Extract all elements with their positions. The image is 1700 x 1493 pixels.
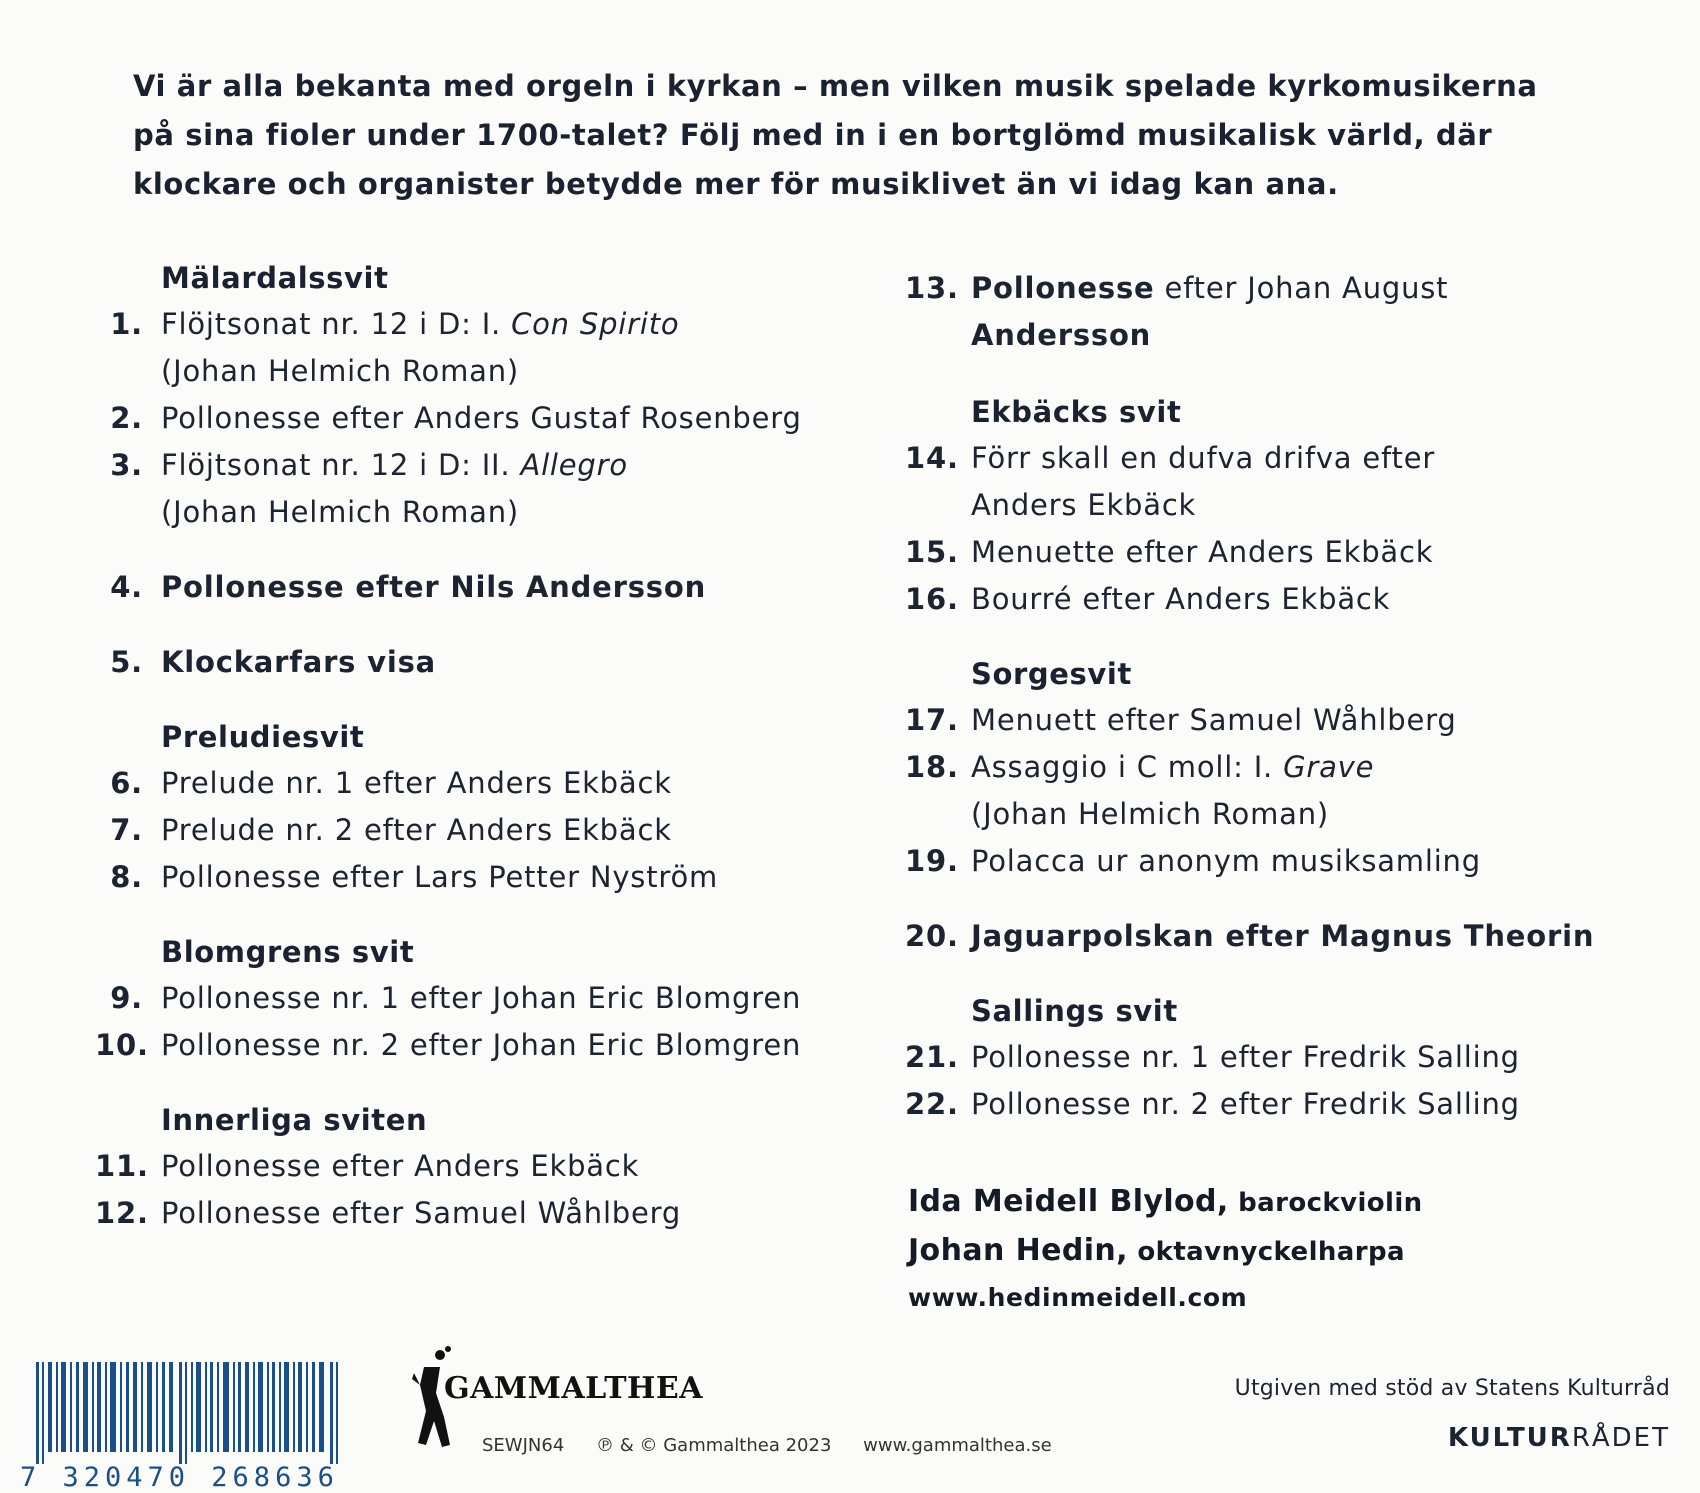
kulturradet-light: RÅDET <box>1571 1423 1670 1453</box>
track-1 <box>95 301 875 395</box>
track-title <box>161 301 875 348</box>
track-number: 12. <box>95 1196 149 1230</box>
track-number: 20. <box>905 919 959 953</box>
track-2 <box>95 395 875 442</box>
track-title <box>971 744 1665 791</box>
performer-1 <box>908 1178 1608 1227</box>
suite-heading: Sorgesvit <box>971 657 1132 691</box>
track-17 <box>905 697 1665 744</box>
performer-2 <box>908 1227 1608 1276</box>
track-composer: Andersson <box>971 318 1152 352</box>
suite-preludiesvit <box>95 714 875 901</box>
suite-blomgrens-svit <box>95 929 875 1069</box>
track-11 <box>95 1143 875 1190</box>
track-title-bold: Pollonesse <box>971 271 1155 305</box>
label-website: www.gammalthea.se <box>863 1435 1052 1456</box>
movement-name: Grave <box>1283 750 1375 784</box>
track-number: 1. <box>110 307 143 341</box>
tracklist-right <box>905 265 1665 1128</box>
track-number: 22. <box>905 1087 959 1121</box>
track-title: Prelude nr. 1 efter Anders Ekbäck <box>161 766 672 800</box>
track-20 <box>905 913 1665 960</box>
track-18 <box>905 744 1665 838</box>
track-number: 16. <box>905 582 959 616</box>
funding-credit <box>1235 1376 1670 1453</box>
track-title: Klockarfars visa <box>161 645 437 679</box>
track-number: 13. <box>905 271 959 305</box>
suite-heading: Mälardalssvit <box>161 261 389 295</box>
track-number: 5. <box>110 645 143 679</box>
track-title: Menuett efter Samuel Wåhlberg <box>971 703 1457 737</box>
track-number: 15. <box>905 535 959 569</box>
track-3 <box>95 442 875 536</box>
kulturradet-logo <box>1235 1423 1670 1453</box>
track-title-text: efter Johan August <box>1154 271 1449 305</box>
intro-paragraph: Vi är alla bekanta med orgeln i kyrkan – men vilken musik spelade kyrkomusikerna på sina fioler under 1700-talet? Följ med in i en bortglömd musikalisk värld, där klockare och organister betydde mer för musiklivet än vi idag kan ana. <box>133 69 1538 201</box>
barcode-bars <box>36 1362 341 1464</box>
copyright: ℗ & © Gammalthea 2023 <box>596 1435 832 1456</box>
track-number: 4. <box>110 570 143 604</box>
track-title-text: Flöjtsonat nr. 12 i D: I. <box>161 307 512 341</box>
track-number: 6. <box>110 766 143 800</box>
artist-website: www.hedinmeidell.com <box>908 1283 1248 1312</box>
record-label <box>410 1345 1110 1465</box>
track-number: 7. <box>110 813 143 847</box>
track-number: 3. <box>110 448 143 482</box>
track-title: Pollonesse efter Lars Petter Nyström <box>161 860 719 894</box>
track-composer: (Johan Helmich Roman) <box>161 495 520 529</box>
track-title: Bourré efter Anders Ekbäck <box>971 582 1391 616</box>
suite-heading: Innerliga sviten <box>161 1103 428 1137</box>
label-info <box>482 1435 1078 1456</box>
track-title: Pollonesse nr. 2 efter Fredrik Salling <box>971 1087 1520 1121</box>
kulturradet-bold: KULTUR <box>1447 1423 1572 1453</box>
track-number: 14. <box>905 441 959 475</box>
track-number: 2. <box>110 401 143 435</box>
track-title: Jaguarpolskan efter Magnus Theorin <box>971 919 1595 953</box>
track-title: Pollonesse efter Anders Gustaf Rosenberg <box>161 401 802 435</box>
track-number: 21. <box>905 1040 959 1074</box>
track-12 <box>95 1190 875 1237</box>
track-number: 10. <box>95 1028 149 1062</box>
track-title: Pollonesse nr. 1 efter Fredrik Salling <box>971 1040 1520 1074</box>
track-composer: (Johan Helmich Roman) <box>161 354 520 388</box>
track-title: Pollonesse nr. 2 efter Johan Eric Blomgren <box>161 1028 802 1062</box>
track-title: Förr skall en dufva drifva efter <box>971 441 1436 475</box>
track-number: 11. <box>95 1149 149 1183</box>
track-14 <box>905 435 1665 529</box>
suite-ekbacks-svit <box>905 389 1665 623</box>
support-text: Utgiven med stöd av Statens Kulturråd <box>1234 1376 1670 1401</box>
track-number: 8. <box>110 860 143 894</box>
suite-innerliga-sviten <box>95 1097 875 1237</box>
suite-heading: Preludiesvit <box>161 720 365 754</box>
track-15 <box>905 529 1665 576</box>
performer-name: Ida Meidell Blylod, <box>908 1184 1229 1219</box>
track-title <box>971 265 1665 312</box>
track-title: Pollonesse efter Nils Andersson <box>161 570 707 604</box>
suite-sorgesvit <box>905 651 1665 885</box>
track-number: 17. <box>905 703 959 737</box>
track-title: Pollonesse nr. 1 efter Johan Eric Blomgren <box>161 981 802 1015</box>
track-composer: Anders Ekbäck <box>971 488 1197 522</box>
track-7 <box>95 807 875 854</box>
performer-instrument: barockviolin <box>1228 1188 1423 1218</box>
track-19 <box>905 838 1665 885</box>
track-number: 19. <box>905 844 959 878</box>
label-name: GAMMALTHEA <box>444 1371 704 1406</box>
track-title: Menuette efter Anders Ekbäck <box>971 535 1434 569</box>
track-9 <box>95 975 875 1022</box>
track-title: Pollonesse efter Samuel Wåhlberg <box>161 1196 682 1230</box>
track-8 <box>95 854 875 901</box>
track-title: Polacca ur anonym musiksamling <box>971 844 1481 878</box>
catalog-number: SEWJN64 <box>482 1435 565 1456</box>
track-4 <box>95 564 875 611</box>
track-5 <box>95 639 875 686</box>
track-title: Prelude nr. 2 efter Anders Ekbäck <box>161 813 672 847</box>
tracklist-left <box>95 255 875 1237</box>
track-title-text: Assaggio i C moll: I. <box>971 750 1284 784</box>
suite-heading: Sallings svit <box>971 994 1178 1028</box>
track-10 <box>95 1022 875 1069</box>
suite-malardalssvit <box>95 255 875 536</box>
barcode-digits: 7 320470 268636 <box>20 1462 339 1493</box>
track-21 <box>905 1034 1665 1081</box>
track-title <box>161 442 875 489</box>
performer-instrument: oktavnyckelharpa <box>1127 1237 1405 1267</box>
movement-name: Con Spirito <box>511 307 680 341</box>
track-22 <box>905 1081 1665 1128</box>
track-title: Pollonesse efter Anders Ekbäck <box>161 1149 640 1183</box>
performer-name: Johan Hedin, <box>908 1233 1128 1268</box>
suite-heading: Blomgrens svit <box>161 935 415 969</box>
track-composer: (Johan Helmich Roman) <box>971 797 1330 831</box>
track-title-text: Flöjtsonat nr. 12 i D: II. <box>161 448 521 482</box>
movement-name: Allegro <box>520 448 628 482</box>
barcode <box>20 1362 350 1493</box>
track-number: 9. <box>110 981 143 1015</box>
suite-sallings-svit <box>905 988 1665 1128</box>
suite-heading: Ekbäcks svit <box>971 395 1182 429</box>
track-13 <box>905 265 1665 359</box>
track-6 <box>95 760 875 807</box>
track-number: 18. <box>905 750 959 784</box>
track-16 <box>905 576 1665 623</box>
performer-credits <box>908 1178 1608 1320</box>
